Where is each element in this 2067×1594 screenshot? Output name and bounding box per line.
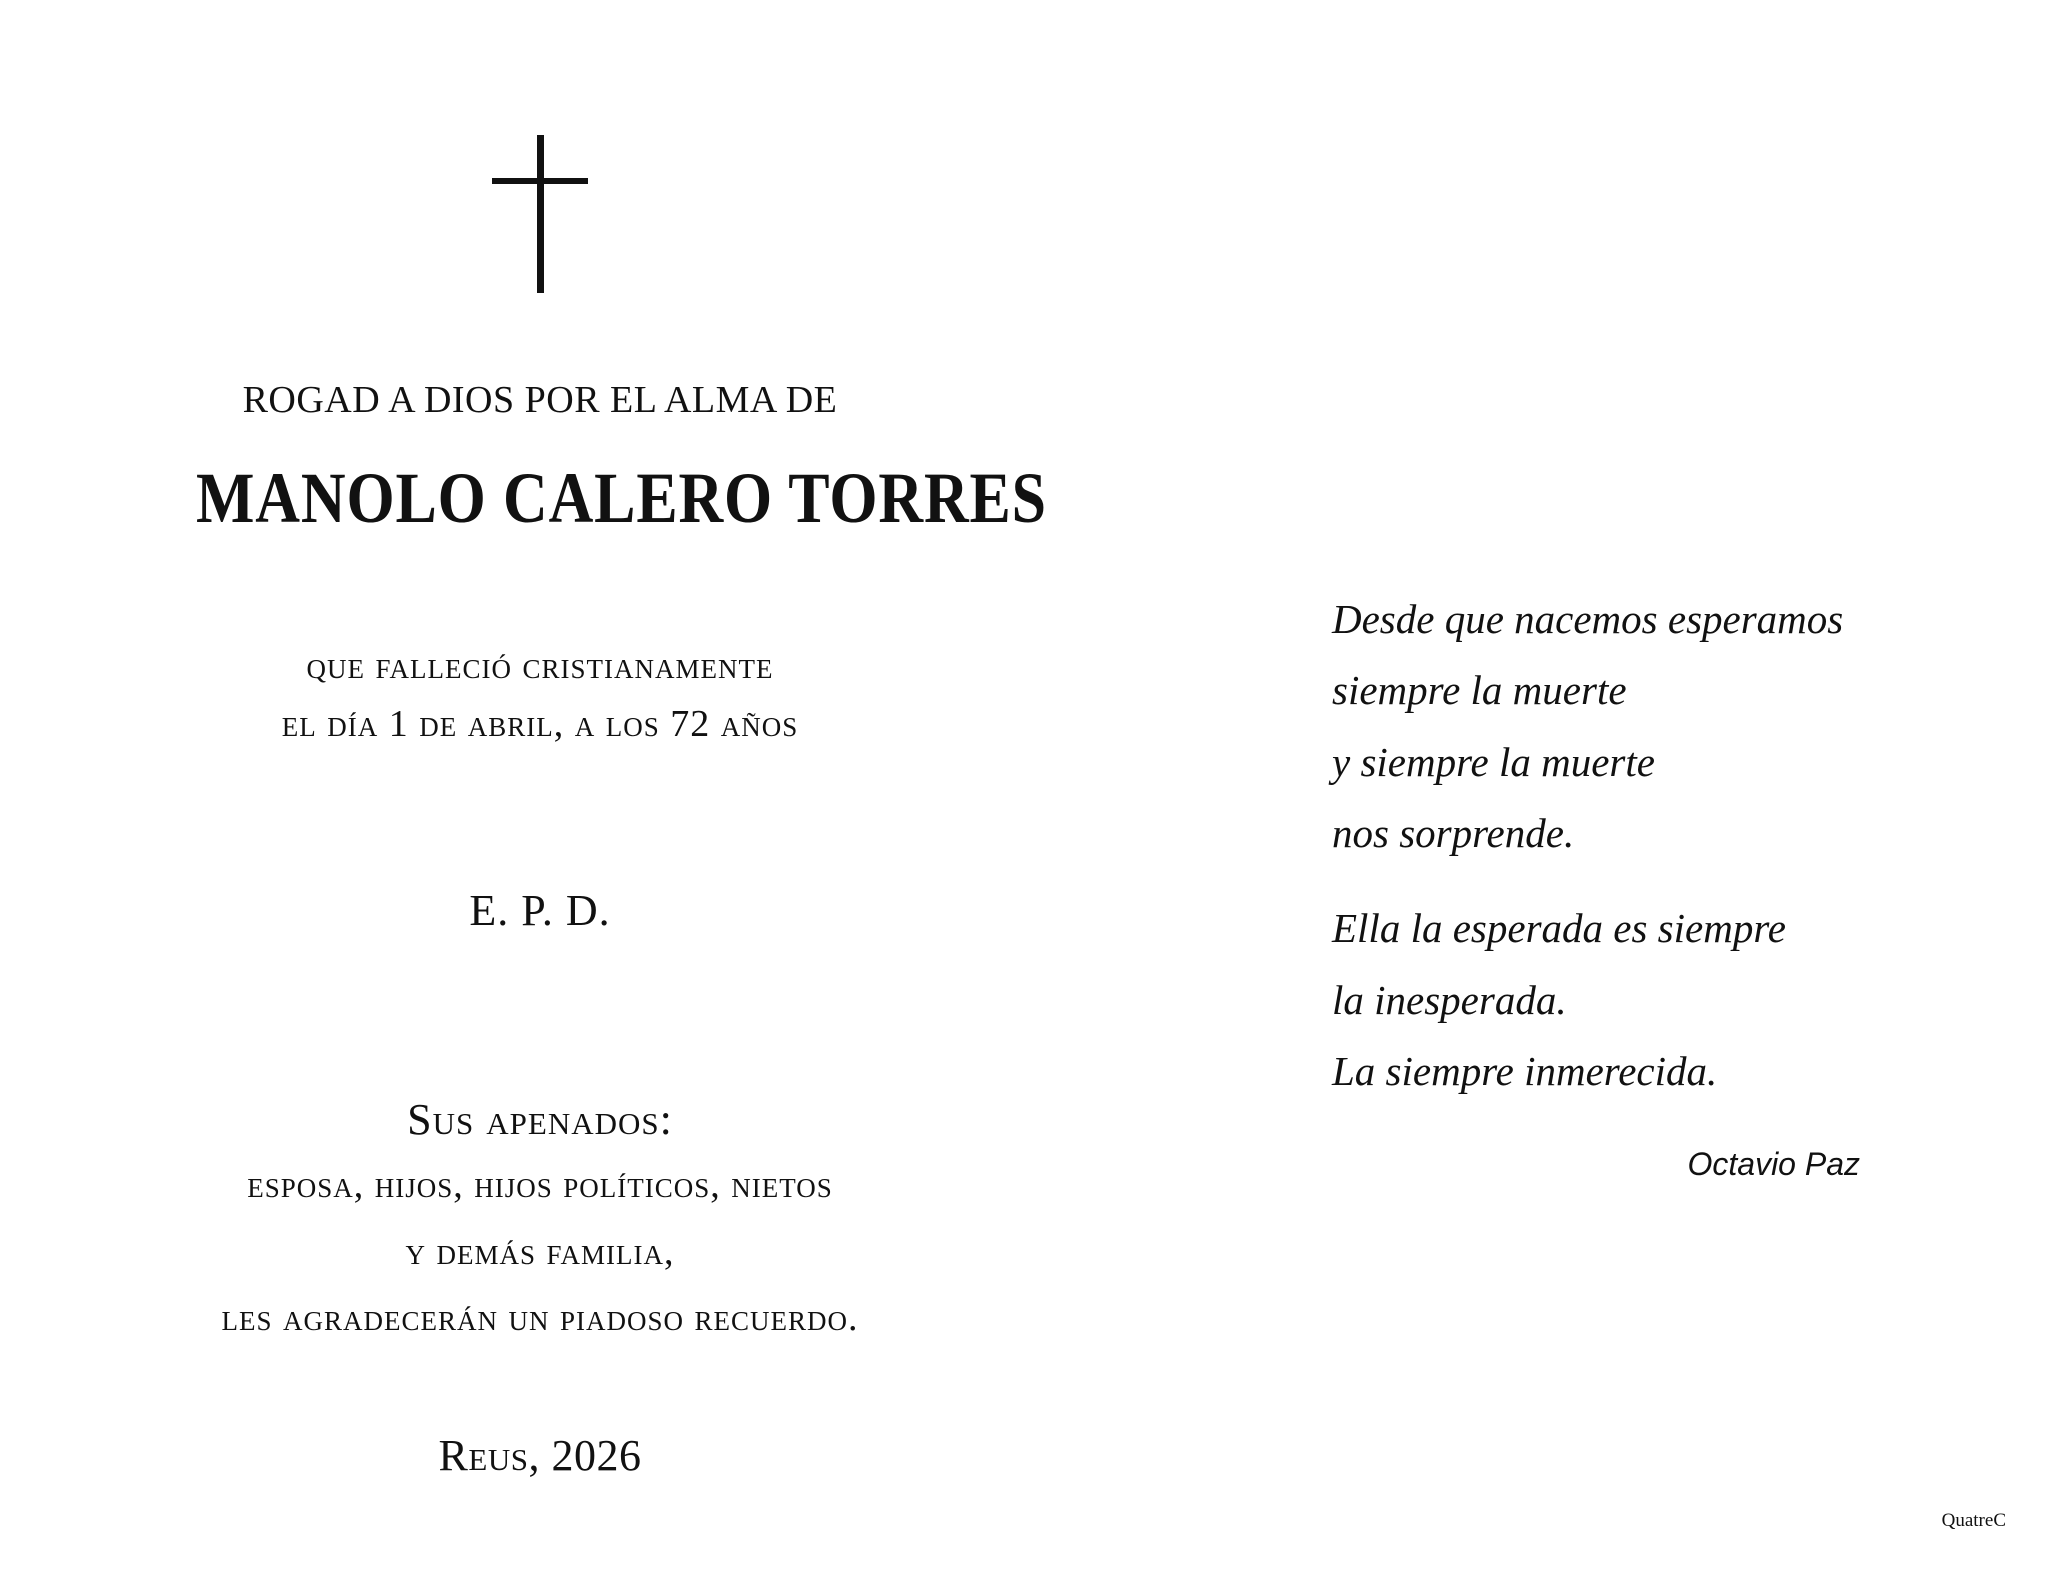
family-line-1: esposa, hijos, hijos políticos, nietos xyxy=(247,1164,833,1206)
poem-line: La siempre inmerecida. xyxy=(1332,1048,1718,1094)
poem-line: nos sorprende. xyxy=(1332,810,1575,856)
family-line-2: y demás familia, xyxy=(405,1231,675,1273)
poem-line: siempre la muerte xyxy=(1332,667,1627,713)
poem xyxy=(1332,0,1952,1100)
pray-heading: ROGAD A DIOS POR EL ALMA DE xyxy=(242,379,838,421)
latin-cross-icon xyxy=(492,135,588,293)
poem-author: Octavio Paz xyxy=(1687,1146,1860,1182)
poem-line: y siempre la muerte xyxy=(1332,739,1655,785)
place-date: Reus, 2026 xyxy=(438,1431,642,1480)
death-line-2: el día 1 de abril, a los 72 años xyxy=(281,703,799,745)
print-credit: QuatreC xyxy=(1941,1510,2006,1531)
mourners-title: Sus apenados: xyxy=(407,1095,673,1144)
family-line-3: les agradecerán un piadoso recuerdo. xyxy=(221,1297,859,1339)
poem-line: la inesperada. xyxy=(1332,977,1567,1023)
poem-line: Desde que nacemos esperamos xyxy=(1332,596,1844,642)
deceased-name: MANOLO CALERO TORRES xyxy=(196,458,1047,538)
death-line-1: que falleció cristianamente xyxy=(306,645,774,687)
poem-line: Ella la esperada es siempre xyxy=(1332,905,1786,951)
epd-text: E. P. D. xyxy=(469,886,611,935)
